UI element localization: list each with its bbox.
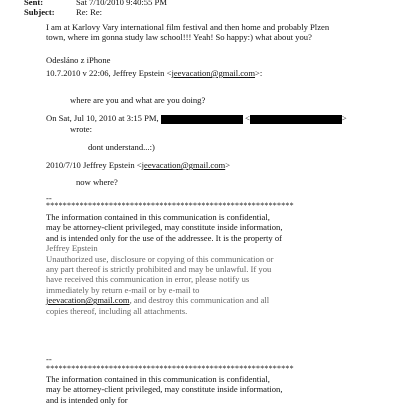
email-header bbox=[24, 0, 167, 18]
disclaimer2-text: The information contained in this communication is confidential, may be attorney-client privileged, may constitute inside information, and is intended only for bbox=[46, 374, 283, 405]
quote-header-2 bbox=[46, 113, 347, 124]
quote2-open: < bbox=[245, 113, 250, 123]
quote-header-1 bbox=[46, 68, 262, 78]
redaction-bar bbox=[161, 115, 243, 124]
disclaimer1-dash: -- bbox=[46, 193, 52, 203]
signature-line: Odesláno z iPhone bbox=[46, 55, 111, 65]
quote3-prefix: 2010/7/10 Jeffrey Epstein < bbox=[46, 160, 142, 170]
quote3-suffix: > bbox=[225, 160, 231, 170]
wrote-line: wrote: bbox=[70, 124, 92, 134]
dont-understand-line: dont understand...:) bbox=[88, 142, 155, 152]
disclaimer1-text bbox=[46, 212, 286, 316]
quote1-suffix: >: bbox=[255, 68, 263, 78]
quote3-email-link[interactable]: jeevacation@gmail.com bbox=[141, 160, 226, 170]
disclaimer1-email-link[interactable]: jeevacation@gmail.com bbox=[46, 295, 130, 306]
quote2-prefix: On Sat, Jul 10, 2010 at 3:15 PM, bbox=[46, 113, 159, 123]
sent-row bbox=[24, 0, 167, 7]
disclaimer2-stars: *********************************************************** bbox=[46, 364, 294, 373]
message-paragraph: I am at Karlovy Vary international film festival and then home and probably Plzen town, where im gonna study law school!!! Yeah! So happy:) what about you? bbox=[46, 22, 330, 43]
quote2-close: > bbox=[341, 113, 347, 123]
now-where-line: now where? bbox=[76, 177, 118, 187]
disclaimer1-text-b: Unauthorized use, disclosure or copying of this communication or any part thereof is strictly prohibited and may be unlawful. If you have received this communication in error, please notify us immediately by return e-mail or by e-mail to bbox=[46, 253, 274, 295]
disclaimer1-text-a: The information contained in this communication is confidential, may be attorney-client privileged, may constitute inside information, and is intended only for the use of the addressee. It is the property of bbox=[46, 212, 283, 243]
quote1-email-link[interactable]: jeevacation@gmail.com bbox=[171, 68, 256, 78]
disclaimer1-text-c: , and destroy this communication and all copies thereof, including all attachments. bbox=[46, 295, 270, 316]
disclaimer2-dash: -- bbox=[46, 354, 52, 364]
subject-value: Re: Re: bbox=[76, 7, 103, 18]
where-line: where are you and what are you doing? bbox=[70, 95, 206, 105]
sent-label: Sent: bbox=[24, 0, 44, 7]
subject-row bbox=[24, 7, 167, 17]
subject-label: Subject: bbox=[24, 7, 55, 18]
disclaimer1-stars: *********************************************************** bbox=[46, 201, 294, 210]
disclaimer1-name: Jeffrey Epstein bbox=[46, 243, 98, 254]
quote1-prefix: 10.7.2010 v 22:06, Jeffrey Epstein < bbox=[46, 68, 172, 78]
quote-header-3 bbox=[46, 160, 230, 170]
redaction-bar bbox=[250, 115, 342, 124]
sent-value: Sat 7/10/2010 9:40:55 PM bbox=[76, 0, 167, 7]
